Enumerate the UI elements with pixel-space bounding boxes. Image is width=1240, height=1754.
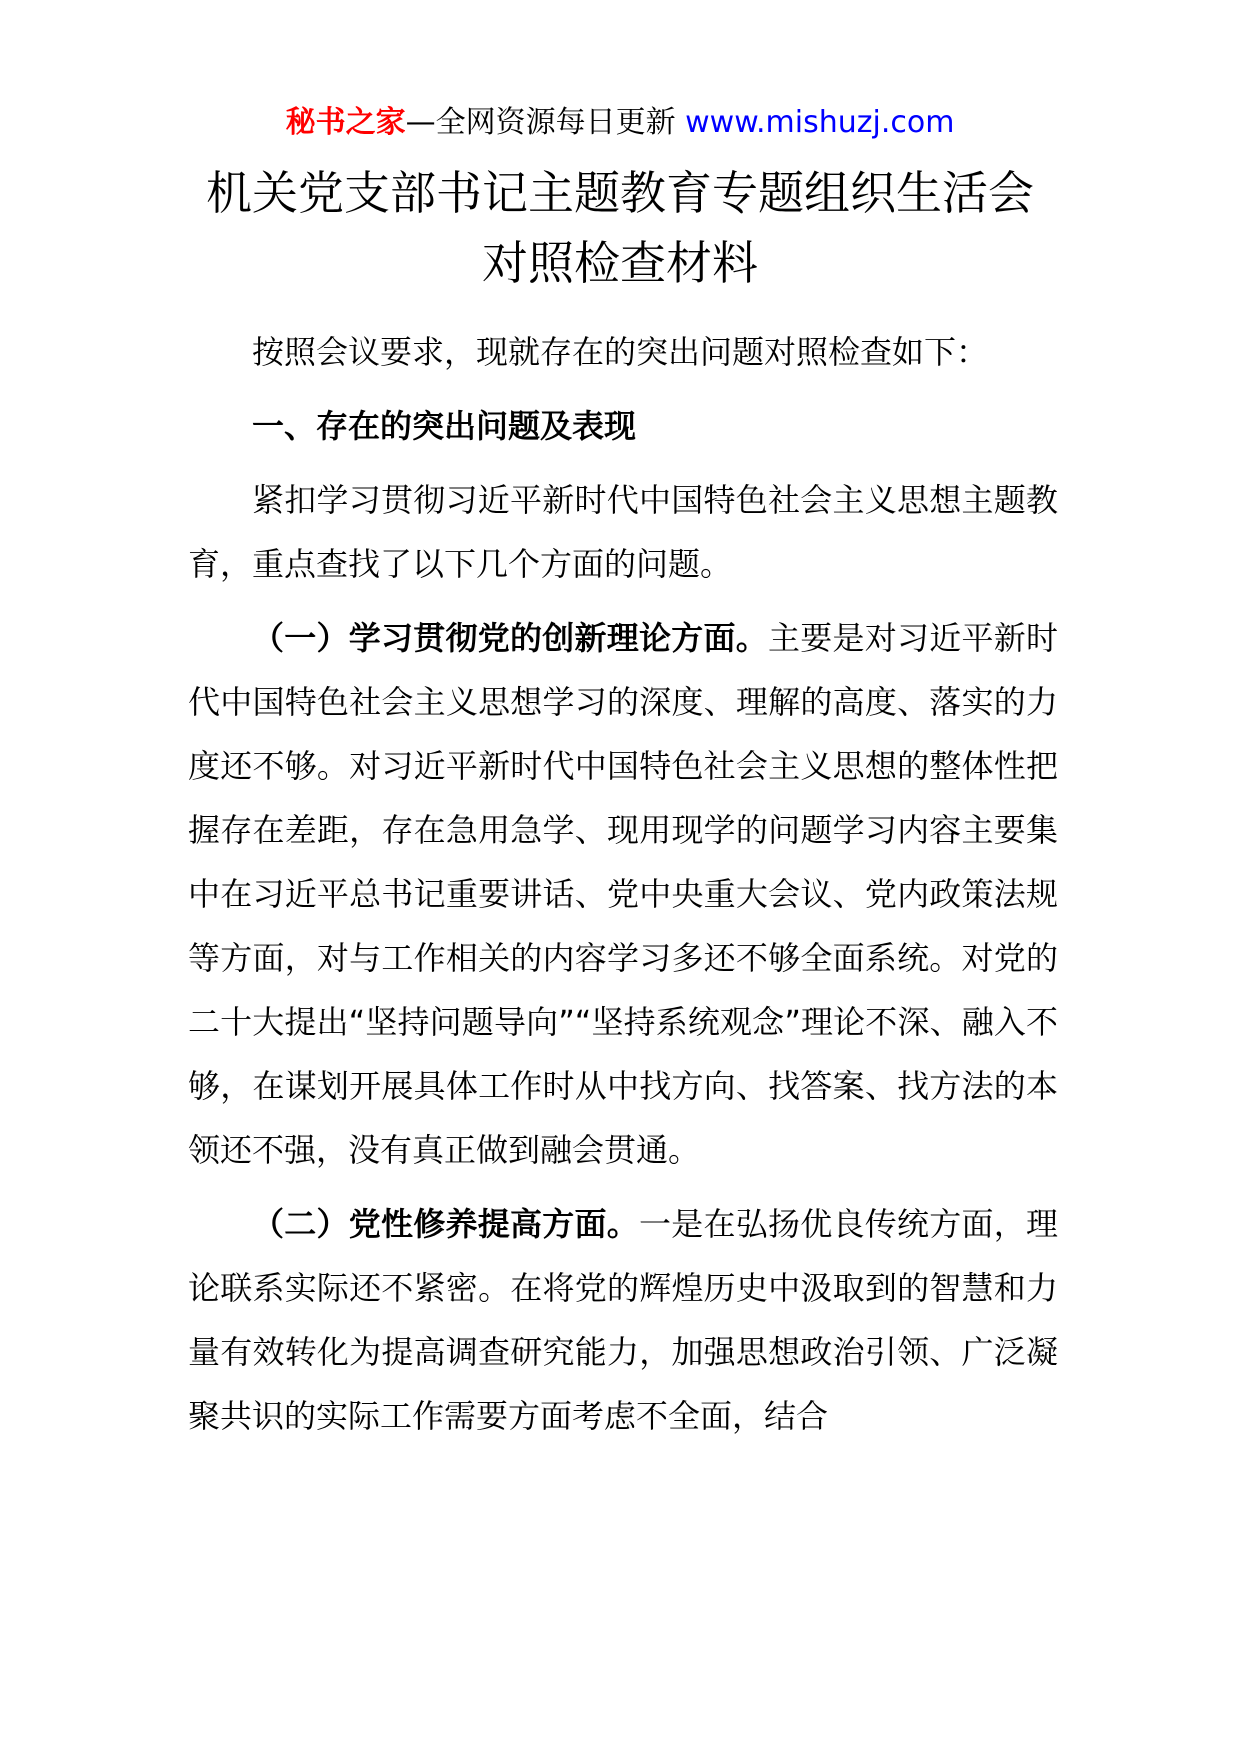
item-1-lead: （一）学习贯彻党的创新理论方面。 [252, 619, 768, 657]
item-1-paragraph [188, 606, 1058, 1182]
section-heading-1: 一、存在的突出问题及表现 [252, 407, 637, 445]
header-tagline: —全网资源每日更新 [405, 105, 686, 140]
document-body [188, 320, 1058, 1458]
title-line-1: 机关党支部书记主题教育专题组织生活会 [206, 166, 1034, 220]
item-1-body: 主要是对习近平新时代中国特色社会主义思想学习的深度、理解的高度、落实的力度还不够。对习近平新时代中国特色社会主义思想的整体性把握存在差距，存在急用急学、现用现学的问题学习内容主要集中在习近平总书记重要讲话、党中央重大会议、党内政策法规等方面，对与工作相关的内容学习多还不够全面系统。对党的二十大提出“坚持问题导向”“坚持系统观念”理论不深、融入不够，在谋划开展具体工作时从中找方向、找答案、找方法的本领还不强，没有真正做到融会贯通。 [188, 619, 1058, 1169]
title-line-2: 对照检查材料 [482, 236, 758, 290]
document-title [0, 158, 1240, 298]
intro-paragraph: 按照会议要求，现就存在的突出问题对照检查如下： [252, 333, 989, 371]
section-summary-paragraph: 紧扣学习贯彻习近平新时代中国特色社会主义思想主题教育，重点查找了以下几个方面的问题。 [188, 481, 1058, 583]
item-2-paragraph [188, 1192, 1058, 1448]
item-2-lead: （二）党性修养提高方面。 [252, 1205, 639, 1243]
item-2-body: 一是在弘扬优良传统方面，理论联系实际还不紧密。在将党的辉煌历史中汲取到的智慧和力量有效转化为提高调查研究能力，加强思想政治引领、广泛凝聚共识的实际工作需要方面考虑不全面，结合 [188, 1205, 1058, 1435]
site-header [0, 100, 1240, 146]
site-url-link[interactable]: www.mishuzj.com [685, 105, 955, 140]
brand-name: 秘书之家 [285, 105, 406, 140]
